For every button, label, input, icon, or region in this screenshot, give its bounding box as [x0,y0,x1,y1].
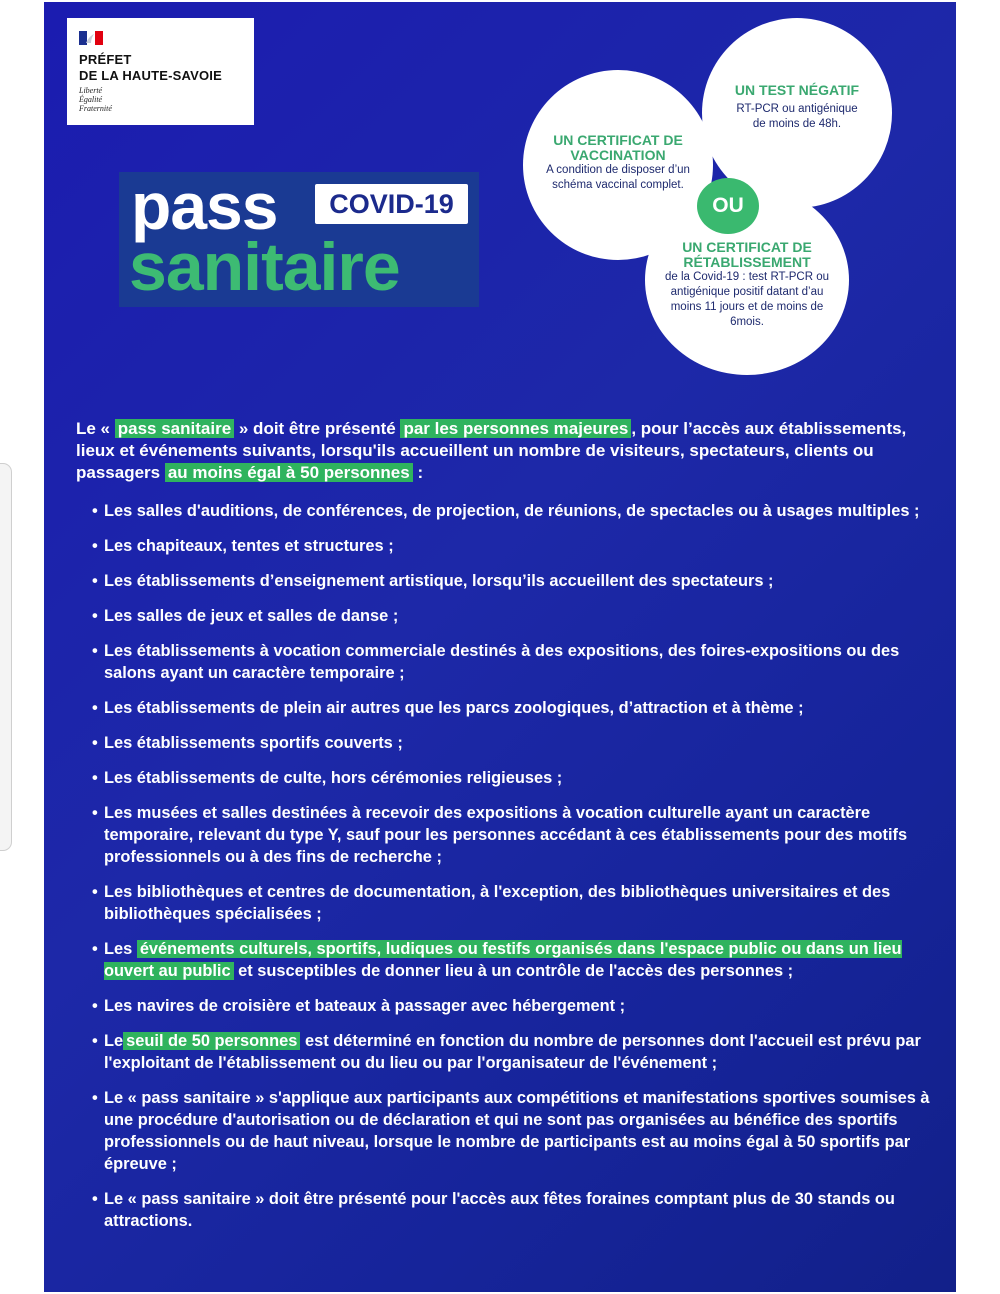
title-sanitaire: sanitaire [129,229,400,305]
venue-list [76,500,948,1232]
side-scroll-tab[interactable] [0,463,12,851]
recovery-title: UN CERTIFICAT DE RÉTABLISSEMENT [682,239,812,270]
prefecture-logo [67,18,254,125]
list-item: • Les musées et salles destinées à recevoir des expositions à vocation culturelle ayant un caractère temporaire, relevant du type Y, sauf pour les personnes accédant à ces établissements pour des motifs professionnels ou à des fins de recherche ; [76,802,948,868]
motto-fraternite: Fraternité [79,104,112,113]
pass-sanitaire-title [119,169,479,307]
list-item-threshold [76,1030,948,1074]
list-item: • Les salles d'auditions, de conférences, de projection, de réunions, de spectacles ou à usages multiples ; [76,500,948,522]
highlight-threshold: seuil de 50 personnes [123,1032,300,1050]
list-item: • Le « pass sanitaire » s'applique aux participants aux compétitions et manifestations sportives soumises à une procédure d'autorisation ou de déclaration et qui ne sont pas organisées au bénéfice des sportifs professionnels ou de haut niveau, lorsque le nombre de participants est au moins égal à 50 sportifs par épreuve ; [76,1087,948,1175]
highlight-events: événements culturels, sportifs, ludiques ou festifs organisés dans l'espace public ou dans un lieu ouvert au public [104,940,902,980]
intro-text-3: , pour l’accès aux établissements, lieux et événements suivants, lorsqu'ils accueillent un nombre de visiteurs, spectateurs, clients ou passagers [76,419,907,482]
list-item: • Les bibliothèques et centres de documentation, à l'exception, des bibliothèques universitaires et des bibliothèques spécialisées ; [76,881,948,925]
list-item-events [76,938,948,982]
events-text-post: et susceptibles de donner lieu à un contrôle de l'accès des personnes ; [233,962,794,980]
list-item: • Les établissements de culte, hors cérémonies religieuses ; [76,767,948,789]
title-pass: pass [131,169,278,243]
list-item: • Les salles de jeux et salles de danse ; [76,605,948,627]
highlight-adults: par les personnes majeures [400,419,631,438]
highlight-pass-sanitaire: pass sanitaire [115,419,234,438]
motto-egalite: Égalité [79,95,103,104]
list-item: • Les établissements à vocation commerciale destinés à des expositions, des foires-expositions ou des salons ayant un caractère temporaire ; [76,640,948,684]
list-item: • Les établissements sportifs couverts ; [76,732,948,754]
threshold-text-post: est déterminé en fonction du nombre de personnes dont l'accueil est prévu par l'exploitant de l'établissement ou du lieu ou par l'organisateur de l'événement ; [104,1032,921,1072]
main-text [76,418,948,1245]
events-text-pre: Les [104,940,137,958]
logo-prefet: PRÉFET [79,52,132,67]
intro-paragraph [76,418,948,484]
motto-liberte: Liberté [79,86,103,95]
highlight-50-people: au moins égal à 50 personnes [165,463,413,482]
list-item: • Les chapiteaux, tentes et structures ; [76,535,948,557]
intro-text-4: : [412,463,424,482]
ou-badge: OU [697,178,759,234]
covid-badge: COVID-19 [315,184,468,224]
threshold-text-pre: Le [104,1032,124,1050]
intro-text-1: Le « [76,419,115,438]
vaccination-title: UN CERTIFICAT DE VACCINATION [553,132,683,163]
intro-text-2: » doit être présenté [234,419,401,438]
list-item: • Le « pass sanitaire » doit être présenté pour l'accès aux fêtes foraines comptant plus de 30 stands ou attractions. [76,1188,948,1232]
list-item: • Les établissements de plein air autres que les parcs zoologiques, d’attraction et à thème ; [76,697,948,719]
logo-department: DE LA HAUTE-SAVOIE [79,68,222,83]
list-item: • Les établissements d’enseignement artistique, lorsqu’ils accueillent des spectateurs ; [76,570,948,592]
negative-test-desc: RT-PCR ou antigénique de moins de 48h. [736,102,858,130]
list-item: • Les navires de croisière et bateaux à passager avec hébergement ; [76,995,948,1017]
marianne-flag-icon [79,31,103,45]
pass-sanitaire-poster [44,2,956,1292]
negative-test-title: UN TEST NÉGATIF [734,81,860,98]
recovery-desc: de la Covid-19 : test RT-PCR ou antigénique positif datant d’au moins 11 jours et de moins de 6mois. [664,271,830,328]
vaccination-desc: A condition de disposer d’un schéma vaccinal complet. [546,164,690,191]
